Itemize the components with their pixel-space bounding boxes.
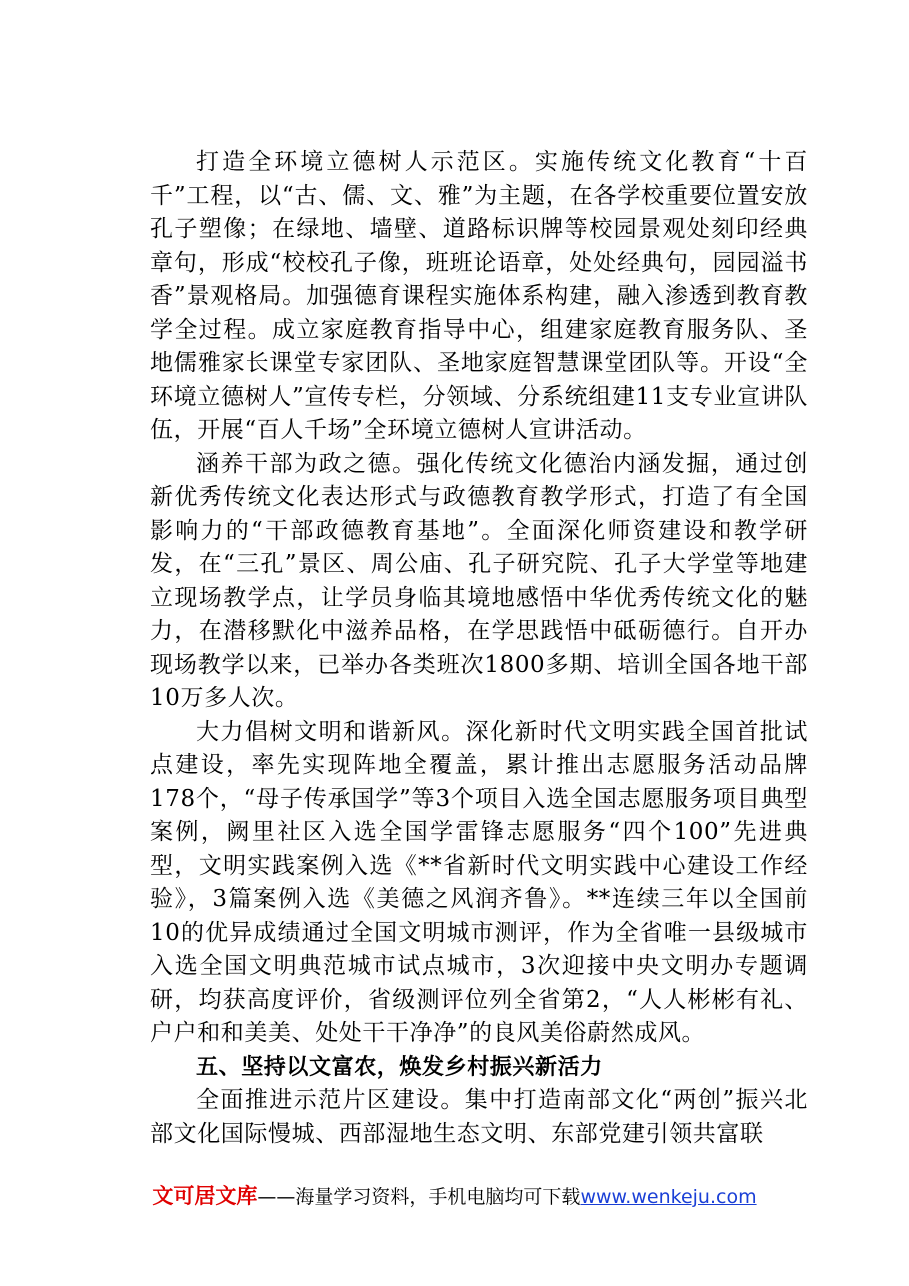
section-heading: 五、坚持以文富农，焕发乡村振兴新活力 bbox=[196, 1054, 603, 1080]
footer-banner bbox=[0, 1183, 909, 1210]
paragraph-demonstration-area: 全面推进示范片区建设。集中打造南部文化“两创”振兴北部文化国际慢城、西部湿地生态文明、东部党建引领共富联 bbox=[150, 1087, 808, 1147]
footer-brand: 文可居文库 bbox=[152, 1184, 258, 1208]
paragraph-moral-education: 打造全环境立德树人示范区。实施传统文化教育“十百千”工程，以“古、儒、文、雅”为主题，在各学校重要位置安放孔子塑像；在绿地、墙壁、道路标识牌等校园景观处刻印经典章句，形成“校校孔子像，班班论语章，处处经典句，园园溢书香”景观格局。加强德育课程实施体系构建，融入渗透到教育教学全过程。成立家庭教育指导中心，组建家庭教育服务队、圣地儒雅家长课堂专家团队、圣地家庭智慧课堂团队等。开设“全环境立德树人”宣传专栏，分领域、分系统组建11支专业宣讲队伍，开展“百人千场”全环境立德树人宣讲活动。 bbox=[150, 149, 808, 443]
footer-separator: —— bbox=[257, 1186, 296, 1208]
footer-tagline: 海量学习资料，手机电脑均可下载 bbox=[295, 1186, 581, 1208]
paragraph-cadre-ethics: 涵养干部为政之德。强化传统文化德治内涵发掘，通过创新优秀传统文化表达形式与政德教育教学形式，打造了有全国影响力的“干部政德教育基地”。全面深化师资建设和教学研发，在“三孔”景区、周公庙、孔子研究院、孔子大学堂等地建立现场教学点，让学员身临其境地感悟中华优秀传统文化的魅力，在潜移默化中滋养品格，在学思践悟中砥砺德行。自开办现场教学以来，已举办各类班次1800多期、培训全国各地干部10万多人次。 bbox=[150, 450, 808, 711]
paragraph-civilization: 大力倡树文明和谐新风。深化新时代文明实践全国首批试点建设，率先实现阵地全覆盖，累计推出志愿服务活动品牌178个，“母子传承国学”等3个项目入选全国志愿服务项目典型案例，阙里社区入选全国学雷锋志愿服务“四个100”先进典型，文明实践案例入选《**省新时代文明实践中心建设工作经验》，3篇案例入选《美德之风润齐鲁》。**连续三年以全国前10的优异成绩通过全国文明城市测评，作为全省唯一县级城市入选全国文明典范城市试点城市，3次迎接中央文明办专题调研，均获高度评价，省级测评位列全省第2，“人人彬彬有礼、户户和和美美、处处干干净净”的良风美俗蔚然成风。 bbox=[150, 718, 808, 1046]
document-body bbox=[150, 146, 808, 1151]
footer-link[interactable]: www.wenkeju.com bbox=[580, 1186, 757, 1208]
